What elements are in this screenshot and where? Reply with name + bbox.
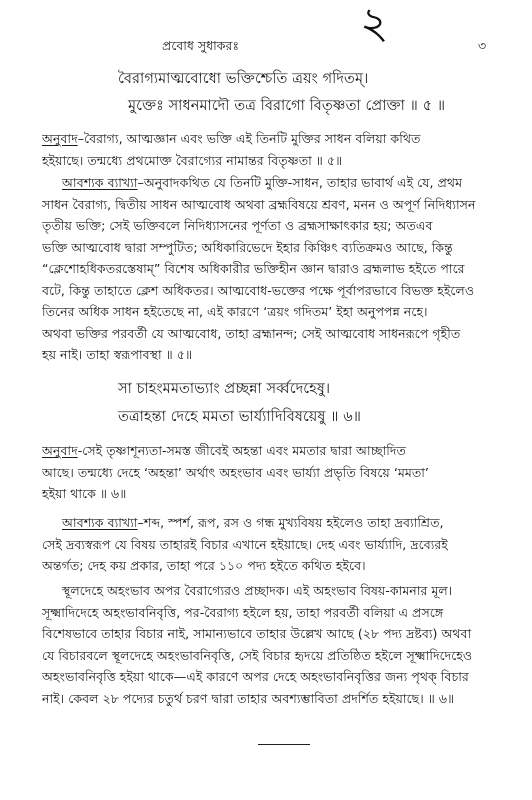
verse-6-line-1: সা চাহংমমতাভ্যাং প্রচ্ছন্না সর্ব্বদেহেষু। bbox=[118, 381, 331, 397]
verse-6-line-2: তত্রাহন্তা দেহে মমতা ভার্য্যাদিবিষয়েষু ॥ ৬॥ bbox=[118, 409, 362, 425]
paragraph-line bbox=[42, 512, 494, 534]
paragraph-line: হইয়া থাকে ॥ ৬॥ bbox=[42, 486, 127, 501]
paragraph-line: “ক্লেশোহধিকতরস্তেষাম্” বিশেষ অধিকারীর ভক্তিহীন জ্ঞান দ্বারাও ব্রহ্মলাভ হইতে পারে bbox=[42, 261, 465, 276]
paragraph-line: হইয়াছে। তন্মধ্যে প্রথমোক্ত বৈরাগ্যের নামান্তর বিতৃষ্ণতা ॥ ৫॥ bbox=[42, 152, 343, 168]
translation-label: অনুবাদ bbox=[42, 443, 78, 458]
verse-5-line-1: বৈরাগ্যমাত্মবোধো ভক্তিশ্চেতি ত্রয়ং গদিতম্। bbox=[118, 71, 369, 87]
paragraph-line bbox=[42, 172, 494, 194]
paragraph-line: সেই দ্রব্যস্বরূপ যে বিষয় তাহারই বিচার এখানে হইয়াছে। দেহ এবং ভার্য্যাদি, দ্রব্যেরই bbox=[42, 536, 448, 552]
paragraph-text: –অনুবাদকথিত যে তিনটি মুক্তি-সাধন, তাহার ভাবার্থ এই যে, প্রথম bbox=[137, 175, 463, 190]
commentary-label: আবশ্যক ব্যাখ্যা bbox=[62, 175, 138, 190]
paragraph-text: –বৈরাগ্য, আত্মজ্ঞান এবং ভক্তি এই তিনটি মুক্তির সাধন বলিয়া কথিত bbox=[77, 131, 421, 146]
commentary-6-continued bbox=[42, 580, 494, 709]
paragraph-line: সূক্ষ্মাদিদেহে অহংভাবনিবৃত্তি, পর-বৈরাগ্য হইলে হয়, তাহা পরবর্তী বলিয়া এ প্রসঙ্গে bbox=[42, 604, 444, 620]
paragraph-line: সাধন বৈরাগ্য, দ্বিতীয় সাধন আত্মবোধ অথবা ব্রহ্মবিষয়ে শ্রবণ, মনন ও অপূর্ণ নিদিধ্যাসন bbox=[42, 196, 476, 212]
paragraph-line: ভক্তি আত্মবোধ দ্বারা সম্পুটিত; অধিকারিভেদে ইহার কিঞ্চিৎ ব্যতিক্রমও আছে, কিন্তু bbox=[42, 239, 453, 255]
paragraph-line bbox=[42, 128, 494, 150]
paragraph-line: আছে। তন্মধ্যে দেহে ‘অহন্তা’ অর্থাৎ অহংভাব এবং ভার্য্যা প্রভৃতি বিষয়ে ‘মমতা’ bbox=[42, 464, 429, 480]
commentary-5 bbox=[42, 172, 494, 366]
paragraph-line: তিনের অধিক সাধন হইতেছে না, এই কারণে ‘ত্রয়ং গদিতম’ ইহা অনুপপন্ন নহে। bbox=[42, 304, 428, 319]
translation-label: অনুবাদ bbox=[42, 131, 78, 146]
commentary-label: আবশ্যক ব্যাখ্যা bbox=[62, 515, 138, 530]
translation-6 bbox=[42, 440, 494, 505]
page-number: ৩ bbox=[478, 38, 487, 53]
paragraph-line: তৃতীয় ভক্তি; সেই ভক্তিবলে নিদিধ্যাসনের পূর্ণতা ও ব্রহ্মসাক্ষাৎকার হয়; অতএব bbox=[42, 218, 433, 233]
paragraph-text: –শব্দ, স্পর্শ, রূপ, রস ও গন্ধ মুখ্যবিষয় হইলেও তাহা দ্রব্যাশ্রিত, bbox=[137, 515, 444, 530]
paragraph-line: হয় নাই। তাহা স্বরূপাবস্থা ॥ ৫॥ bbox=[42, 347, 193, 362]
paragraph-line: যে বিচারবলে স্থূলদেহে অহংভাবনিবৃত্তি, সেই বিচার হৃদয়ে প্রতিষ্ঠিত হইলে সূক্ষ্মাদিদেহেও bbox=[42, 647, 473, 663]
running-title: প্রবোধ সুধাকরঃ bbox=[162, 38, 240, 53]
handwritten-page-number: ২ bbox=[360, 0, 389, 49]
closing-rule bbox=[258, 744, 310, 745]
paragraph-line bbox=[42, 440, 494, 462]
verse-5-line-2: মুক্তেঃ সাধনমাদৌ তত্র বিরাগো বিতৃষ্ণতা প্রোক্তা ॥ ৫ ॥ bbox=[128, 98, 446, 114]
translation-5 bbox=[42, 128, 494, 171]
paragraph-line: বটে, কিন্তু তাহাতে ক্লেশ অধিকতর। আত্মবোধ-ভক্তের পক্ষে পূর্বাপরভাবে বিভক্ত হইলেও bbox=[42, 282, 475, 298]
commentary-6 bbox=[42, 512, 494, 577]
paragraph-line: অহংভাবনিবৃত্তি হইয়া থাকে—এই কারণে অপর দেহে অহংভাবনিবৃত্তির জন্য পৃথক্ বিচার bbox=[42, 669, 469, 684]
paragraph-line: নাই। কেবল ২৮ পদ্যের চতুর্থ চরণ দ্বারা তাহার অবশ্যম্ভাবিতা প্রদর্শিত হইয়াছে। ॥ ৬॥ bbox=[42, 690, 455, 706]
paragraph-line: অন্তর্গত; দেহ কয় প্রকার, তাহা পরে ১১০ পদ্য হইতে কথিত হইবে। bbox=[42, 558, 366, 573]
paragraph-text: -সেই তৃষ্ণাশূন্যতা-সমস্ত জীবেই অহন্তা এবং মমতার দ্বারা আচ্ছাদিত bbox=[77, 443, 406, 458]
paragraph-line: অথবা ভক্তির পরবর্তী যে আত্মবোধ, তাহা ব্রহ্মানন্দ; সেই আত্মবোধ সাধনরূপে গৃহীত bbox=[42, 325, 461, 341]
paragraph-line: বিশেষভাবে তাহার বিচার নাই, সামান্যভাবে তাহার উল্লেখ আছে (২৮ পদ্য দ্রষ্টব্য) অথবা bbox=[42, 626, 472, 641]
paragraph-line: স্থূলদেহে অহংভাব অপর বৈরাগ্যেরও প্রচ্ছাদক। এই অহংভাব বিষয়-কামনার মূল। bbox=[62, 583, 453, 598]
